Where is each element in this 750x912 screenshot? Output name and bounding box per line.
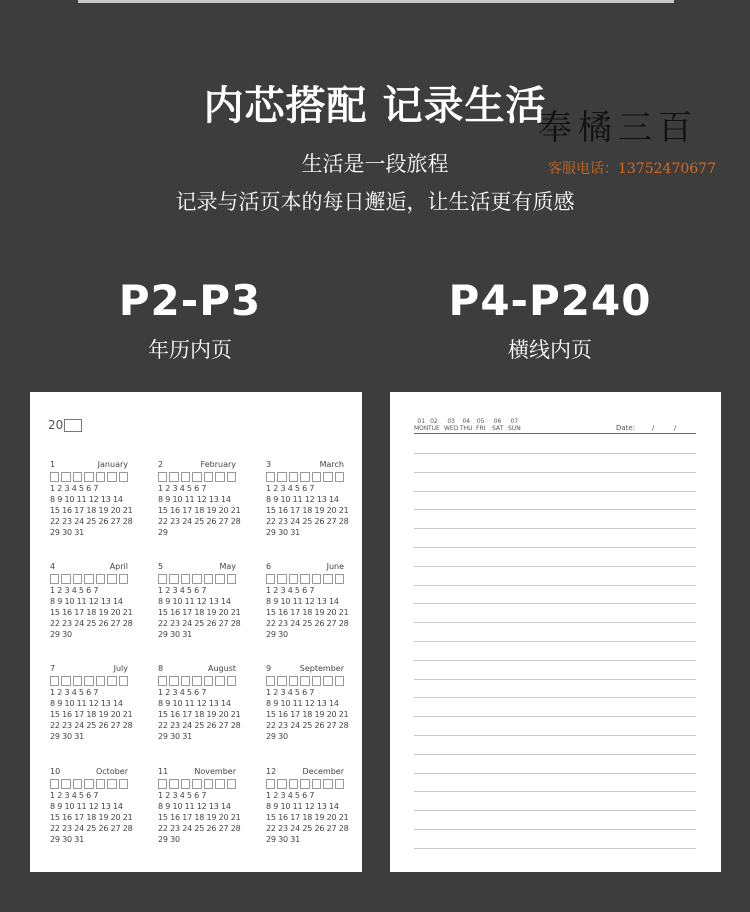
day-row: 22 23 24 25 26 27 28	[50, 721, 133, 730]
brand-watermark	[538, 100, 750, 190]
day-row: 1 2 3 4 5 6 7	[158, 484, 207, 493]
weekday-boxes	[50, 779, 128, 788]
header-rule	[414, 433, 696, 434]
month-number: 5	[158, 562, 164, 571]
month-name: April	[109, 562, 128, 571]
day-row: 29 30 31	[158, 630, 193, 639]
day-row: 8 9 10 11 12 13 14	[266, 597, 339, 606]
month-name: September	[299, 664, 344, 673]
day-row: 1 2 3 4 5 6 7	[50, 791, 99, 800]
weekday-boxes	[158, 779, 236, 788]
weekday-boxes	[158, 676, 236, 685]
weekday-number: 05	[476, 418, 485, 425]
day-row: 15 16 17 18 19 20 21	[266, 608, 349, 617]
month-block	[158, 767, 241, 863]
day-row: 29	[158, 528, 168, 537]
ruled-line	[414, 810, 696, 811]
month-number: 6	[266, 562, 272, 571]
month-name: December	[302, 767, 344, 776]
day-row: 8 9 10 11 12 13 14	[266, 495, 339, 504]
weekday-name: MON	[414, 425, 429, 432]
ruled-line	[414, 829, 696, 830]
day-row: 15 16 17 18 19 20 21	[266, 813, 349, 822]
month-name: May	[219, 562, 236, 571]
ruled-line	[414, 528, 696, 529]
calendar-page	[30, 392, 362, 872]
day-row: 15 16 17 18 19 20 21	[50, 813, 133, 822]
day-row: 15 16 17 18 19 20 21	[266, 710, 349, 719]
weekday-name: SAT	[492, 425, 504, 432]
lined-page	[390, 392, 721, 872]
day-row: 22 23 24 25 26 27 28	[266, 824, 349, 833]
brand-name: 奉橘三百	[538, 108, 698, 148]
ruled-line	[414, 735, 696, 736]
month-block	[266, 460, 349, 556]
month-number: 11	[158, 767, 169, 776]
day-row: 1 2 3 4 5 6 7	[266, 484, 315, 493]
year-input-box	[64, 419, 82, 432]
month-block	[50, 460, 133, 556]
weekday-boxes	[266, 779, 344, 788]
month-name: August	[208, 664, 236, 673]
day-row: 1 2 3 4 5 6 7	[50, 586, 99, 595]
day-row: 29 30 31	[50, 528, 85, 537]
day-row: 15 16 17 18 19 20 21	[266, 506, 349, 515]
weekday-number: 01	[417, 418, 426, 425]
weekday-name: FRI	[476, 425, 486, 432]
right-pages-label: P4-P240	[448, 276, 652, 325]
brand-phone: 客服电话：13752470677	[548, 161, 716, 177]
subtitle-2: 记录与活页本的每日邂逅，让生活更有质感	[175, 190, 575, 214]
weekday-header	[428, 418, 440, 432]
day-row: 1 2 3 4 5 6 7	[50, 688, 99, 697]
day-row: 22 23 24 25 26 27 28	[158, 824, 241, 833]
weekday-number: 03	[447, 418, 455, 425]
day-row: 8 9 10 11 12 13 14	[266, 802, 339, 811]
month-name: January	[97, 460, 128, 469]
month-block	[50, 664, 133, 760]
day-row: 15 16 17 18 19 20 21	[158, 608, 241, 617]
month-days	[158, 483, 241, 538]
ruled-line	[414, 641, 696, 642]
day-row: 8 9 10 11 12 13 14	[50, 699, 123, 708]
month-block	[50, 562, 133, 658]
month-days	[266, 483, 349, 538]
ruled-line	[414, 453, 696, 454]
day-row: 15 16 17 18 19 20 21	[158, 710, 241, 719]
month-days	[158, 585, 241, 640]
day-row: 22 23 24 25 26 27 28	[266, 721, 349, 730]
weekday-name: SUN	[508, 425, 521, 432]
month-number: 3	[266, 460, 272, 469]
ruled-line	[414, 754, 696, 755]
day-row: 29 30 31	[50, 835, 85, 844]
month-name: June	[326, 562, 344, 571]
month-name: October	[95, 767, 128, 776]
date-separator: /	[652, 424, 655, 432]
month-number: 9	[266, 664, 272, 673]
day-row: 29 30	[266, 630, 288, 639]
weekday-boxes	[50, 574, 128, 583]
day-row: 1 2 3 4 5 6 7	[158, 688, 207, 697]
weekday-header	[460, 418, 473, 432]
day-row: 22 23 24 25 26 27 28	[50, 619, 133, 628]
day-row: 22 23 24 25 26 27 28	[266, 619, 349, 628]
day-row: 22 23 24 25 26 27 28	[266, 517, 349, 526]
day-row: 8 9 10 11 12 13 14	[266, 699, 339, 708]
day-row: 1 2 3 4 5 6 7	[266, 791, 315, 800]
month-days	[50, 585, 133, 640]
month-number: 1	[50, 460, 56, 469]
month-name: July	[113, 664, 128, 673]
day-row: 22 23 24 25 26 27 28	[50, 824, 133, 833]
day-row: 29 30 31	[266, 835, 301, 844]
month-days	[158, 790, 241, 845]
ruled-line	[414, 585, 696, 586]
day-row: 15 16 17 18 19 20 21	[50, 710, 133, 719]
day-row: 29 30	[50, 630, 72, 639]
weekday-header	[492, 418, 503, 432]
ruled-line	[414, 491, 696, 492]
weekday-boxes	[50, 676, 128, 685]
weekday-header	[414, 418, 428, 432]
weekday-boxes	[266, 472, 344, 481]
weekday-number: 02	[430, 418, 438, 425]
weekday-boxes	[50, 472, 128, 481]
day-row: 1 2 3 4 5 6 7	[158, 791, 207, 800]
headline: 内芯搭配 记录生活	[203, 83, 547, 129]
ruled-line	[414, 848, 696, 849]
month-block	[158, 562, 241, 658]
month-days	[50, 790, 133, 845]
ruled-line	[414, 566, 696, 567]
top-edge-strip	[78, 0, 674, 3]
day-row: 8 9 10 11 12 13 14	[50, 495, 123, 504]
ruled-line	[414, 697, 696, 698]
ruled-line	[414, 791, 696, 792]
weekday-name: WED	[444, 425, 459, 432]
weekday-number: 06	[493, 418, 502, 425]
month-name: February	[200, 460, 236, 469]
ruled-line	[414, 509, 696, 510]
month-number: 4	[50, 562, 56, 571]
day-row: 1 2 3 4 5 6 7	[266, 688, 315, 697]
weekday-header	[476, 418, 485, 432]
month-block	[158, 460, 241, 556]
date-separator: /	[674, 424, 677, 432]
ruled-line	[414, 472, 696, 473]
ruled-line	[414, 547, 696, 548]
month-number: 10	[50, 767, 61, 776]
left-pages-desc: 年历内页	[148, 338, 232, 362]
month-number: 8	[158, 664, 164, 673]
ruled-line	[414, 660, 696, 661]
day-row: 29 30 31	[50, 732, 85, 741]
ruled-line	[414, 603, 696, 604]
month-number: 7	[50, 664, 56, 673]
month-block	[266, 562, 349, 658]
month-number: 12	[266, 767, 277, 776]
year-label: 20	[48, 418, 64, 432]
day-row: 8 9 10 11 12 13 14	[158, 495, 231, 504]
day-row: 8 9 10 11 12 13 14	[158, 597, 231, 606]
ruled-line	[414, 622, 696, 623]
month-block	[50, 767, 133, 863]
weekday-name: TUE	[428, 425, 440, 432]
month-block	[266, 664, 349, 760]
day-row: 29 30 31	[158, 732, 193, 741]
day-row: 8 9 10 11 12 13 14	[158, 802, 231, 811]
weekday-boxes	[266, 574, 344, 583]
day-row: 22 23 24 25 26 27 28	[158, 619, 241, 628]
day-row: 22 23 24 25 26 27 28	[158, 517, 241, 526]
weekday-number: 07	[510, 418, 519, 425]
date-label: Date:	[616, 424, 636, 432]
day-row: 15 16 17 18 19 20 21	[158, 813, 241, 822]
weekday-header	[444, 418, 458, 432]
month-days	[50, 687, 133, 742]
weekday-name: THU	[460, 425, 473, 432]
day-row: 8 9 10 11 12 13 14	[50, 597, 123, 606]
day-row: 15 16 17 18 19 20 21	[50, 506, 133, 515]
month-days	[50, 483, 133, 538]
ruled-line	[414, 716, 696, 717]
month-name: March	[319, 460, 344, 469]
subtitle-1: 生活是一段旅程	[301, 152, 449, 176]
day-row: 15 16 17 18 19 20 21	[158, 506, 241, 515]
weekday-boxes	[266, 676, 344, 685]
month-days	[158, 687, 241, 742]
left-pages-label: P2-P3	[118, 276, 262, 325]
day-row: 1 2 3 4 5 6 7	[50, 484, 99, 493]
ruled-line	[414, 773, 696, 774]
month-days	[266, 687, 349, 742]
day-row: 1 2 3 4 5 6 7	[158, 586, 207, 595]
day-row: 29 30	[158, 835, 180, 844]
month-block	[158, 664, 241, 760]
day-row: 22 23 24 25 26 27 28	[50, 517, 133, 526]
month-block	[266, 767, 349, 863]
day-row: 29 30 31	[266, 528, 301, 537]
month-name: November	[194, 767, 236, 776]
day-row: 8 9 10 11 12 13 14	[158, 699, 231, 708]
weekday-boxes	[158, 574, 236, 583]
month-days	[266, 585, 349, 640]
right-pages-desc: 横线内页	[508, 338, 592, 362]
weekday-boxes	[158, 472, 236, 481]
weekday-number: 04	[462, 418, 471, 425]
day-row: 8 9 10 11 12 13 14	[50, 802, 123, 811]
month-number: 2	[158, 460, 164, 469]
day-row: 29 30	[266, 732, 288, 741]
day-row: 22 23 24 25 26 27 28	[158, 721, 241, 730]
month-days	[266, 790, 349, 845]
day-row: 15 16 17 18 19 20 21	[50, 608, 133, 617]
day-row: 1 2 3 4 5 6 7	[266, 586, 315, 595]
weekday-header	[508, 418, 521, 432]
ruled-line	[414, 679, 696, 680]
